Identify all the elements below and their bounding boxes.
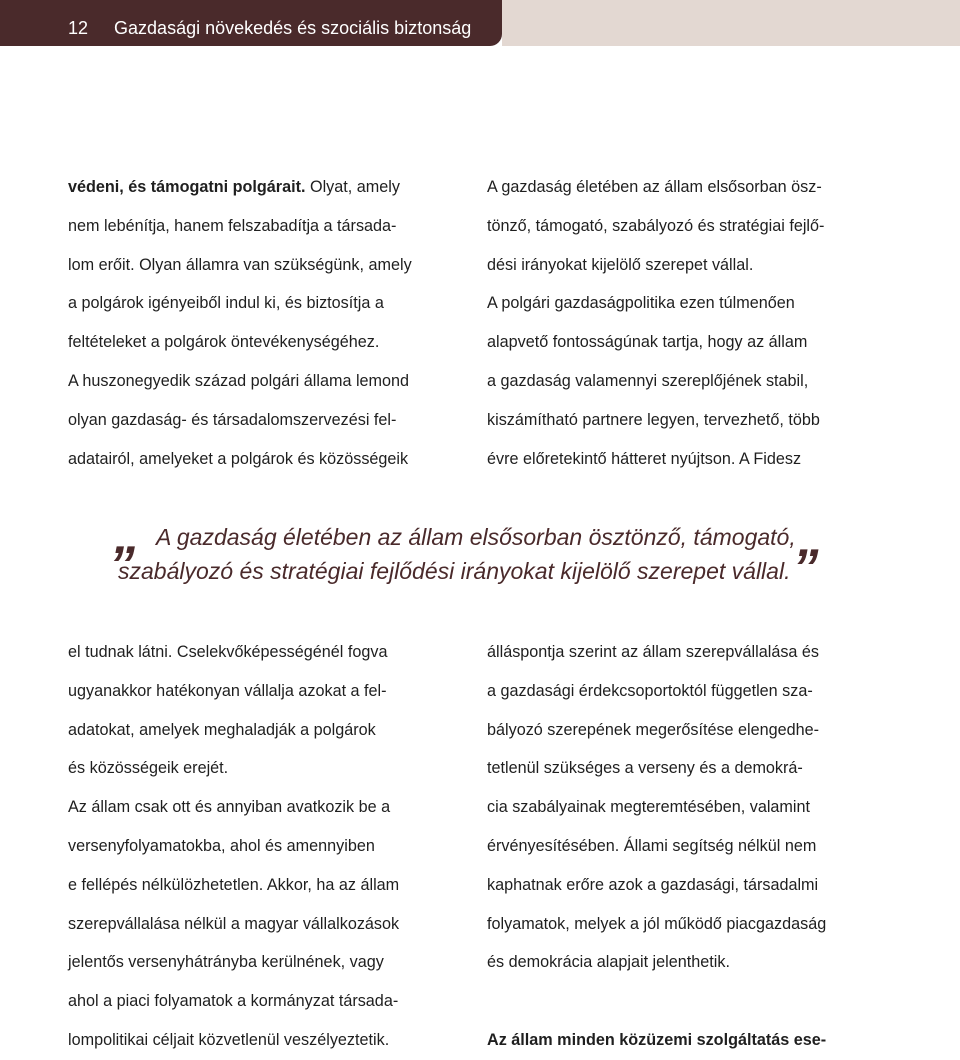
text-line	[487, 362, 824, 401]
text-line-content: feltételeket a polgárok öntevékenységéhez.	[68, 333, 380, 352]
close-quote-mark: ”	[792, 539, 819, 597]
text-line	[68, 633, 399, 672]
text-line-content: kaphatnak erőre azok a gazdasági, társadalmi	[487, 875, 819, 894]
right-column-top	[487, 168, 824, 478]
text-line-content: A gazdaság életében az állam elsősorban ösz-	[487, 178, 822, 196]
text-line-content: adatokat, amelyek meghaladják a polgárok	[68, 720, 376, 739]
text-line-content: a gazdaság valamennyi szereplőjének stabil,	[487, 371, 809, 390]
left-column-top	[68, 168, 412, 478]
text-line	[487, 749, 826, 788]
pull-quote	[114, 507, 878, 597]
text-line	[68, 284, 412, 323]
page-header	[0, 0, 960, 46]
text-line-content: Az állam minden közüzemi szolgáltatás ese-	[487, 1030, 827, 1049]
text-line	[487, 1021, 826, 1060]
text-line	[68, 827, 399, 866]
text-line	[487, 168, 824, 207]
text-line	[68, 672, 399, 711]
text-line	[68, 905, 399, 944]
text-line	[487, 866, 826, 905]
text-line-content: évre előretekintő hátteret nyújtson. A Fidesz	[487, 449, 802, 468]
text-line-content: szerepvállalása nélkül a magyar vállalkozások	[68, 914, 400, 933]
text-line-content: el tudnak látni. Cselekvőképességénél fogva	[68, 643, 388, 661]
text-line-content: a gazdasági érdekcsoportoktól független sza-	[487, 681, 813, 700]
text-line	[487, 440, 824, 479]
text-line-content: tönző, támogató, szabályozó és stratégiai fejlő-	[487, 216, 825, 235]
text-line-content: folyamatok, melyek a jól működő piacgazdaság	[487, 914, 827, 933]
text-line-content: védeni, és támogatni polgárait.	[68, 178, 306, 196]
text-line	[487, 711, 826, 750]
text-line-content: jelentős versenyhátrányba kerülnének, vagy	[68, 953, 384, 972]
text-line-content: ahol a piaci folyamatok a kormányzat társada-	[68, 992, 399, 1011]
open-quote-mark: „	[114, 507, 140, 565]
text-line	[68, 749, 399, 788]
text-line-content: kiszámítható partnere legyen, tervezhető, több	[487, 410, 820, 429]
running-title: Gazdasági növekedés és szociális biztonság	[114, 18, 472, 38]
text-line	[487, 982, 826, 1021]
text-line-content: olyan gazdaság- és társadalomszervezési fel-	[68, 410, 397, 429]
text-line	[487, 672, 826, 711]
text-line	[68, 401, 412, 440]
text-line-content: nem lebénítja, hanem felszabadítja a társada-	[68, 216, 397, 235]
text-line	[68, 788, 399, 827]
text-line-content: tetlenül szükséges a verseny és a demokrá-	[487, 759, 803, 778]
text-line	[487, 788, 826, 827]
text-line-content: a polgárok igényeiből indul ki, és biztosítja a	[68, 294, 384, 313]
text-line-content: lompolitikai céljait közvetlenül veszélyeztetik.	[68, 1030, 390, 1049]
text-line	[68, 982, 399, 1021]
header-bar-light	[502, 0, 960, 46]
text-line-content: alapvető fontosságúnak tartja, hogy az állam	[487, 333, 808, 352]
text-line	[487, 323, 824, 362]
right-column-bottom	[487, 633, 826, 1060]
left-column-bottom	[68, 633, 399, 1060]
text-line	[68, 711, 399, 750]
page-number: 12	[68, 18, 89, 38]
text-line-content: A huszonegyedik század polgári állama lemond	[68, 371, 410, 390]
text-line	[487, 905, 826, 944]
text-line	[487, 207, 824, 246]
text-line	[487, 401, 824, 440]
text-line-content: és közösségeik erejét.	[68, 759, 229, 778]
text-line	[487, 633, 826, 672]
text-line	[487, 943, 826, 982]
text-line	[487, 827, 826, 866]
header-text	[68, 0, 471, 46]
text-line	[68, 440, 412, 479]
text-line-content: adatairól, amelyeket a polgárok és közösségeik	[68, 449, 409, 468]
text-line	[487, 284, 824, 323]
text-line	[68, 1021, 399, 1060]
text-line-content: ugyanakkor hatékonyan vállalja azokat a fel-	[68, 681, 387, 700]
text-line-content: érvényesítésében. Állami segítség nélkül nem	[487, 836, 817, 855]
pull-quote-line-1: A gazdaság életében az állam elsősorban ösztönző, támogató,	[156, 524, 796, 550]
text-line-continuation: Olyat, amely	[305, 178, 400, 196]
text-line	[68, 323, 412, 362]
text-line-content: dési irányokat kijelölő szerepet vállal.	[487, 255, 754, 274]
text-line-content: A polgári gazdaságpolitika ezen túlmenően	[487, 294, 795, 313]
text-line-content: Az állam csak ott és annyiban avatkozik be a	[68, 798, 391, 817]
text-line-content: e fellépés nélkülözhetetlen. Akkor, ha az állam	[68, 875, 400, 894]
text-line-content: cia szabályainak megteremtésében, valamint	[487, 798, 811, 817]
text-line-content: és demokrácia alapjait jelenthetik.	[487, 953, 730, 972]
text-line	[487, 246, 824, 285]
text-line	[68, 866, 399, 905]
pull-quote-line-2	[118, 539, 878, 597]
text-line	[68, 207, 412, 246]
pull-quote-line-2-text: szabályozó és stratégiai fejlődési irányokat kijelölő szerepet vállal.	[118, 558, 791, 584]
text-line-content: lom erőit. Olyan államra van szükségünk, amely	[68, 255, 412, 274]
text-line	[68, 362, 412, 401]
text-line-content: versenyfolyamatokba, ahol és amennyiben	[68, 836, 375, 855]
text-line	[68, 943, 399, 982]
text-line	[68, 246, 412, 285]
text-line	[68, 168, 412, 207]
text-line-content: bályozó szerepének megerősítése elengedhe-	[487, 720, 820, 739]
text-line-content: álláspontja szerint az állam szerepvállalása és	[487, 643, 820, 661]
